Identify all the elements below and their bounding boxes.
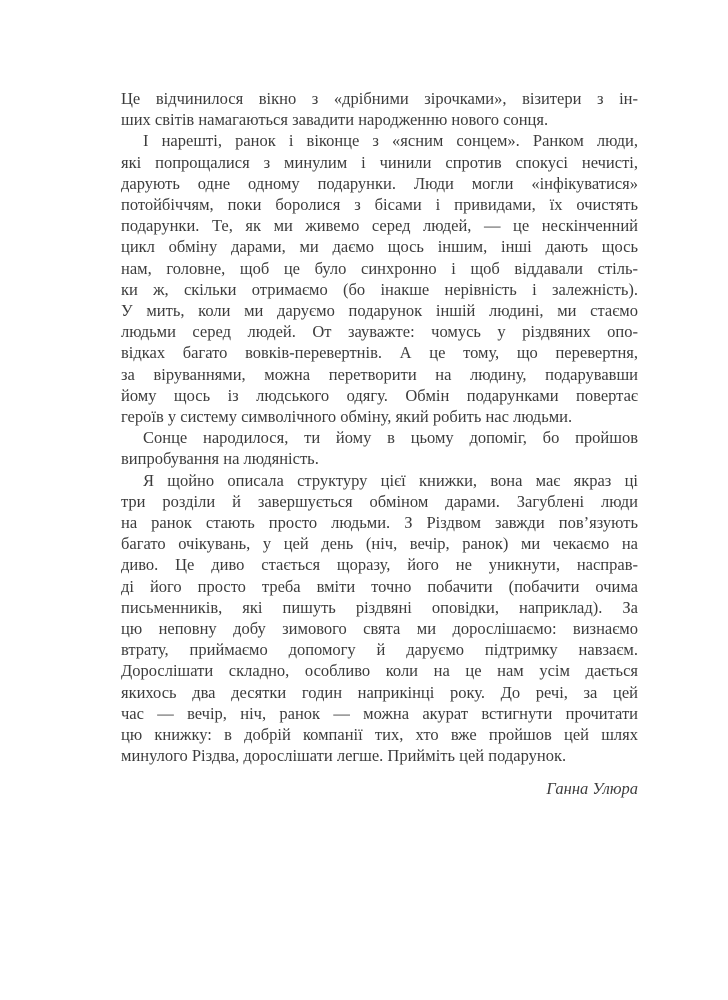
text-line: втрату, приймаємо допомогу й даруємо підтримку навзаєм. <box>121 640 638 660</box>
text-line: ки ж, скільки отримаємо (бо інакше нерівність і залежність). <box>121 279 638 299</box>
text-line: подарунки. Те, як ми живемо серед людей, — це нескінченний <box>121 216 638 236</box>
text-line: цю неповну добу зимового свята ми дорослішаємо: визнаємо <box>121 619 638 639</box>
text-line: які попрощалися з минулим і чинили спротив спокусі нечисті, <box>121 152 638 172</box>
author-signature: Ганна Улюра <box>546 778 638 798</box>
paragraph <box>121 130 638 427</box>
text-block <box>121 88 638 799</box>
text-line: за віруваннями, можна перетворити на людину, подарувавши <box>121 364 638 384</box>
text-line: людьми серед людей. От зауважте: чомусь у різдвяних опо- <box>121 322 638 342</box>
paragraph <box>121 88 638 130</box>
text-line: відках багато вовків-перевертнів. А це тому, що перевертня, <box>121 343 638 363</box>
paragraph <box>121 470 638 767</box>
text-line: три розділи й завершується обміном дарами. Загублені люди <box>121 491 638 511</box>
text-line: дарують одне одному подарунки. Люди могли «інфікуватися» <box>121 173 638 193</box>
text-line: Дорослішати складно, особливо коли на це нам усім дається <box>121 661 638 681</box>
text-line: час — вечір, ніч, ранок — можна акурат встигнути прочитати <box>121 703 638 723</box>
text-line: цикл обміну дарами, ми даємо щось іншим, інші дають щось <box>121 237 638 257</box>
text-line: У мить, коли ми даруємо подарунок іншій людині, ми стаємо <box>121 301 638 321</box>
text-line: ді його просто треба вміти точно побачити (побачити очима <box>121 576 638 596</box>
text-line: минулого Різдва, дорослішати легше. Прийміть цей подарунок. <box>121 746 567 766</box>
text-line: нам, головне, щоб це було синхронно і щоб віддавали стіль- <box>121 258 638 278</box>
paragraph <box>121 427 638 469</box>
text-line: йому щось із людського одягу. Обмін подарунками повертає <box>121 385 638 405</box>
text-line: якихось два десятки годин наприкінці року. До речі, за цей <box>121 682 638 702</box>
text-line: Це відчинилося вікно з «дрібними зірочками», візитери з ін- <box>121 89 638 108</box>
text-line: ших світів намагаються завадити народженню нового сонця. <box>121 110 549 130</box>
text-line: героїв у систему символічного обміну, який робить нас людьми. <box>121 407 573 427</box>
text-line: потойбіччям, поки боролися з бісами і привидами, їх очистять <box>121 195 638 215</box>
text-line: випробування на людяність. <box>121 449 319 469</box>
text-line: письменників, які пишуть різдвяні оповідки, наприклад). За <box>121 597 638 617</box>
text-line: на ранок стають просто людьми. З Різдвом завжди пов’язують <box>121 513 638 533</box>
text-line: багато очікувань, у цей день (ніч, вечір, ранок) ми чекаємо на <box>121 534 638 554</box>
text-line: І нарешті, ранок і віконце з «ясним сонцем». Ранком люди, <box>143 131 638 151</box>
text-line: цю книжку: в добрій компанії тих, хто вже пройшов цей шлях <box>121 725 638 745</box>
text-line: Я щойно описала структуру цієї книжки, вона має якраз ці <box>143 470 638 490</box>
text-line: диво. Це диво стається щоразу, його не уникнути, насправ- <box>121 555 638 575</box>
text-line: Сонце народилося, ти йому в цьому допоміг, бо пройшов <box>143 428 638 448</box>
